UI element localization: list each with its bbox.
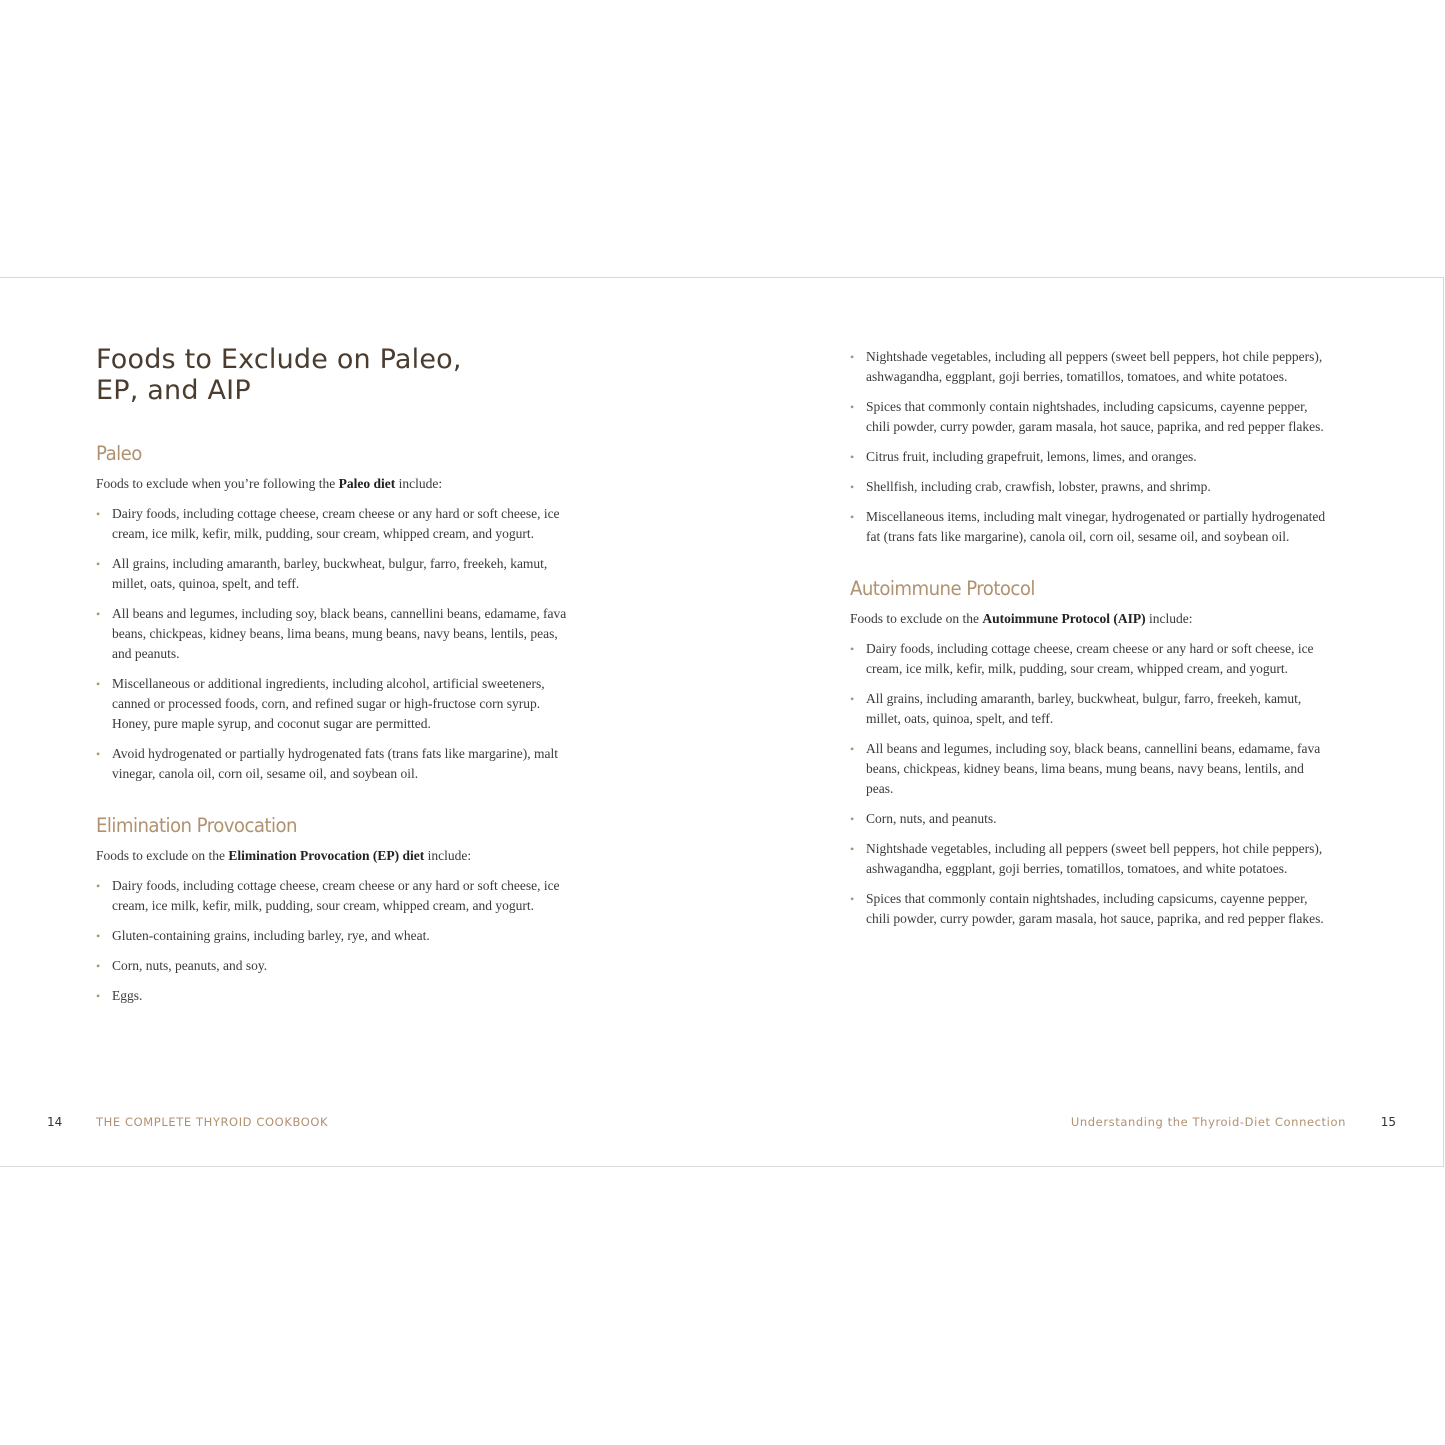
- list-item: • Gluten-containing grains, including barley, rye, and wheat.: [96, 926, 576, 946]
- title-line-1: Foods to Exclude on Paleo,: [96, 344, 462, 375]
- right-column: [850, 347, 1330, 939]
- list-item: • Nightshade vegetables, including all peppers (sweet bell peppers, hot chile peppers), ashwagandha, eggplant, goji berries, tomatillos, tomatoes, and white potatoes.: [850, 347, 1330, 387]
- running-head-left: THE COMPLETE THYROID COOKBOOK: [96, 1115, 329, 1129]
- list-item: • Spices that commonly contain nightshades, including capsicums, cayenne pepper, chili powder, curry powder, garam masala, hot sauce, paprika, and red pepper flakes.: [850, 889, 1330, 929]
- list-item: • All grains, including amaranth, barley, buckwheat, bulgur, farro, freekeh, kamut, millet, oats, quinoa, spelt, and teff.: [96, 554, 576, 594]
- list-item: • Corn, nuts, peanuts, and soy.: [96, 956, 576, 976]
- intro-text: include:: [1145, 611, 1193, 626]
- section-heading-aip: Autoimmune Protocol: [850, 577, 1035, 600]
- page-number-left: 14: [47, 1115, 63, 1129]
- list-item: • Miscellaneous items, including malt vinegar, hydrogenated or partially hydrogenated fat (trans fats like margarine), canola oil, corn oil, sesame oil, and soybean oil.: [850, 507, 1330, 547]
- list-item: • Nightshade vegetables, including all peppers (sweet bell peppers, hot chile peppers), ashwagandha, eggplant, goji berries, tomatillos, tomatoes, and white potatoes.: [850, 839, 1330, 879]
- ep-intro: [96, 846, 576, 866]
- list-item: • Dairy foods, including cottage cheese, cream cheese or any hard or soft cheese, ice cream, ice milk, kefir, milk, pudding, sour cream, whipped cream, and yogurt.: [96, 876, 576, 916]
- intro-text: Foods to exclude on the: [850, 611, 983, 626]
- list-item: • Corn, nuts, and peanuts.: [850, 809, 1330, 829]
- list-item: • Dairy foods, including cottage cheese, cream cheese or any hard or soft cheese, ice cream, ice milk, kefir, milk, pudding, sour cream, whipped cream, and yogurt.: [96, 504, 576, 544]
- list-item: • Miscellaneous or additional ingredients, including alcohol, artificial sweeteners, canned or processed foods, corn, and refined sugar or high-fructose corn syrup. Honey, pure maple syrup, and coconut sugar are permitted.: [96, 674, 576, 734]
- intro-text: include:: [395, 476, 443, 491]
- right-page: [722, 278, 1443, 1166]
- list-item: • Avoid hydrogenated or partially hydrogenated fats (trans fats like margarine), malt vinegar, canola oil, corn oil, sesame oil, and soybean oil.: [96, 744, 576, 784]
- intro-text: Foods to exclude on the: [96, 848, 229, 863]
- intro-bold: Paleo diet: [338, 476, 396, 491]
- list-item: • Eggs.: [96, 986, 576, 1006]
- intro-bold: Elimination Provocation (EP) diet: [228, 848, 425, 863]
- intro-text: include:: [424, 848, 472, 863]
- section-heading-ep: Elimination Provocation: [96, 814, 297, 837]
- page-title: [96, 344, 576, 406]
- running-head-right: Understanding the Thyroid-Diet Connection: [1070, 1115, 1346, 1129]
- list-item: • All beans and legumes, including soy, black beans, cannellini beans, edamame, fava beans, chickpeas, kidney beans, lima beans, mung beans, navy beans, lentils, and peas.: [850, 739, 1330, 799]
- title-line-2: EP, and AIP: [96, 375, 251, 406]
- book-spread: [0, 277, 1444, 1167]
- paleo-list: [96, 504, 576, 784]
- intro-text: Foods to exclude when you’re following the: [96, 476, 339, 491]
- ep-continued-list: [850, 347, 1330, 547]
- list-item: • Shellfish, including crab, crawfish, lobster, prawns, and shrimp.: [850, 477, 1330, 497]
- left-page: [0, 278, 722, 1166]
- left-column: [96, 344, 576, 1016]
- list-item: • All beans and legumes, including soy, black beans, cannellini beans, edamame, fava beans, chickpeas, kidney beans, lima beans, mung beans, navy beans, lentils, peas, and peanuts.: [96, 604, 576, 664]
- list-item: • Citrus fruit, including grapefruit, lemons, limes, and oranges.: [850, 447, 1330, 467]
- list-item: • Dairy foods, including cottage cheese, cream cheese or any hard or soft cheese, ice cream, ice milk, kefir, milk, pudding, sour cream, whipped cream, and yogurt.: [850, 639, 1330, 679]
- intro-bold: Autoimmune Protocol (AIP): [982, 611, 1146, 626]
- aip-intro: [850, 609, 1330, 629]
- aip-list: [850, 639, 1330, 929]
- section-heading-paleo: Paleo: [96, 442, 142, 465]
- page-number-right: 15: [1380, 1115, 1396, 1129]
- list-item: • All grains, including amaranth, barley, buckwheat, bulgur, farro, freekeh, kamut, millet, oats, quinoa, spelt, and teff.: [850, 689, 1330, 729]
- list-item: • Spices that commonly contain nightshades, including capsicums, cayenne pepper, chili powder, curry powder, garam masala, hot sauce, paprika, and red pepper flakes.: [850, 397, 1330, 437]
- ep-list: [96, 876, 576, 1006]
- paleo-intro: [96, 474, 576, 494]
